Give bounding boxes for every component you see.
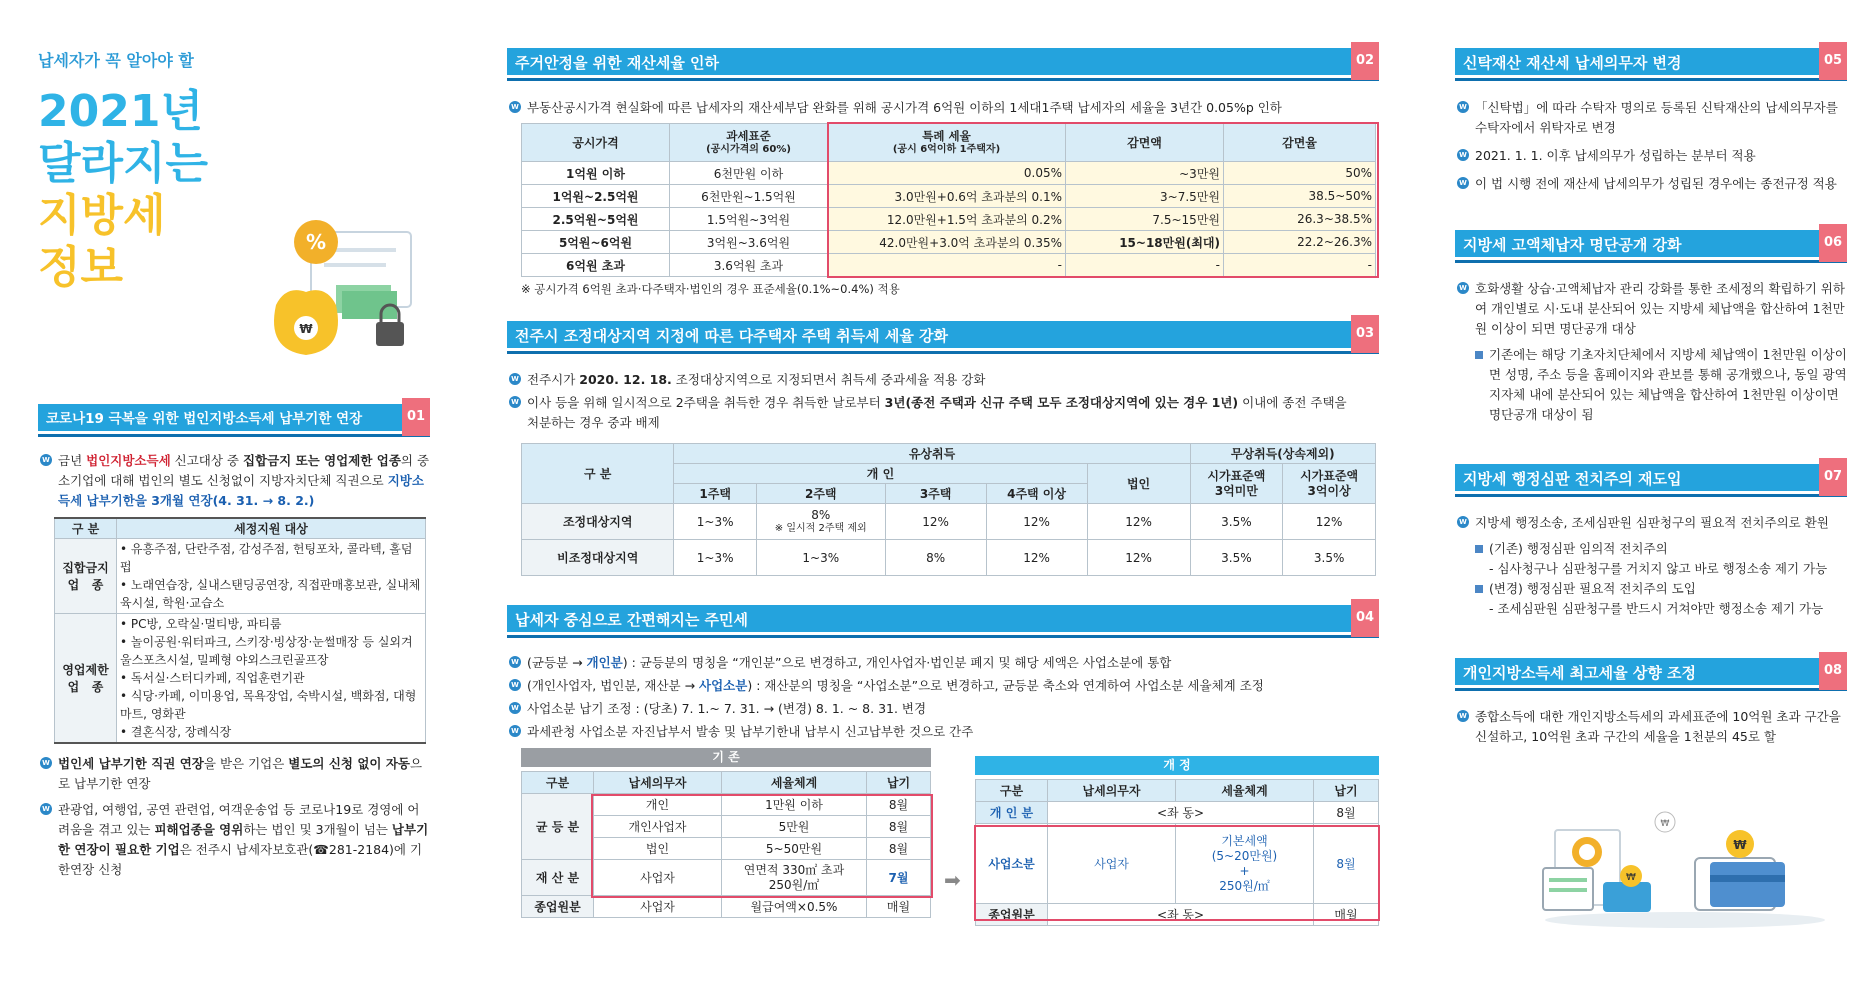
section-06-number: 06 <box>1819 224 1847 262</box>
svg-text:₩: ₩ <box>1660 819 1670 829</box>
s04-bullet-1: W (균등분 → 개인분) : 균등분의 명칭을 “개인분”으로 변경하고, 개인사업자·법인분 폐지 및 해당 세액은 사업소분에 통합 <box>507 653 1379 673</box>
s04-bullet-4: W 과세관청 사업소분 자진납부서 발송 및 납부기한내 납부시 신고납부한 것으로 간주 <box>507 722 1379 742</box>
section-06-body <box>1455 276 1847 425</box>
s03-bullet-2: W 이사 등을 위해 일시적으로 2주택을 취득한 경우 취득한 날로부터 3년(종전 주택과 신규 주택 모두 조정대상지역에 있는 경우 1년) 이내에 종전 주택을 처분하는 경우 중과 배제 <box>507 393 1357 433</box>
section-04-title: 납세자 중심으로 간편해지는 주민세 <box>515 611 749 629</box>
s04-new-table: 구분 납세의무자 세율체계 납기 개 인 분 <좌 동> 8월 사업소분 사업자 기본세액 (5~20만원) + 250원/㎡ 8월 종업원분 <좌 동> 매월 <box>975 779 1379 926</box>
svg-text:%: % <box>305 230 327 254</box>
title-line-2: 달라지는 <box>38 138 209 189</box>
s07-dash-1: - 심사청구나 심판청구를 거치지 않고 바로 행정소송 제기 가능 <box>1489 561 1828 576</box>
s01-bullet-1: W 금년 법인지방소득세 신고대상 중 집합금지 또는 영업제한 업종의 중소기업에 대해 법인의 별도 신청없이 지방자치단체 직권으로 지방소득세 납부기한을 3개월 연장(4. 31. → 8. 2.) <box>38 451 430 511</box>
s03-bullet-1: W 전주시가 2020. 12. 18. 조정대상지역으로 지정되면서 취득세 중과세율 적용 강화 <box>507 370 1379 390</box>
section-05-title: 신탁재산 재산세 납세의무자 변경 <box>1463 54 1682 72</box>
section-07-body <box>1455 510 1847 619</box>
s05-bullet-1: W 「신탁법」에 따라 수탁자 명의로 등록된 신탁재산의 납세의무자를 수탁자에서 위탁자로 변경 <box>1455 98 1847 138</box>
s04-new-caption: 개 정 <box>975 756 1379 775</box>
s01-r2-item: • 독서실·스터디카페, 직업훈련기관 <box>120 671 305 685</box>
s02-bullet-1: W 부동산공시가격 현실화에 따른 납세자의 재산세부담 완화를 위해 공시가격 6억원 이하의 1세대1주택 납세자의 세율을 3년간 0.05%p 인하 <box>507 98 1379 118</box>
section-03-number: 03 <box>1351 315 1379 353</box>
section-05-header <box>1455 48 1847 78</box>
s05-bullet-3: W 이 법 시행 전에 재산세 납세의무가 성립된 경우에는 종전규정 적용 <box>1455 174 1847 194</box>
section-07-number: 07 <box>1819 458 1847 496</box>
intro-title <box>38 86 208 294</box>
s04-old-table-wrap <box>521 748 931 918</box>
s02-note: ※ 공시가격 6억원 초과·다주택자·법인의 경우 표준세율(0.1%~0.4%) 적용 <box>521 282 900 296</box>
section-07-title: 지방세 행정심판 전치주의 재도입 <box>1463 470 1682 488</box>
s06-bullet-1: W 호화생활 상습·고액체납자 관리 강화를 통한 조세정의 확립하기 위하여 개인별로 시·도내 분산되어 있는 지방세 체납액을 합산하여 1천만원 이상이 되면 명단공개 대상 <box>1455 279 1847 339</box>
s01-bullet-3: W 관광업, 여행업, 공연 관련업, 여객운송업 등 코로나19로 경영에 어려움을 겪고 있는 피해업종을 영위하는 법인 및 3개월이 넘는 납부기한 연장이 필요한 기업은 전주시 납세자보호관(☎281-2184)에 기한연장 신청 <box>38 800 430 880</box>
section-08-body <box>1455 704 1847 747</box>
s08-bullet-1: W 종합소득에 대한 개인지방소득세의 과세표준에 10억원 초과 구간을 신설하고, 10억원 초과 구간의 세율을 1천분의 45로 할 <box>1455 707 1847 747</box>
title-line-1: 2021년 <box>38 86 203 137</box>
s06-sub-1: 기존에는 해당 기초자치단체에서 지방세 체납액이 1천만원 이상이면 성명, 주소 등을 홈페이지와 관보를 통해 공개했으나, 동일 광역지자체 내에 분산되어 있는 체납액을 합산하여 1천만원 이상이면 명단공개 대상이 됨 <box>1455 345 1847 425</box>
finance-illustration <box>1535 800 1835 930</box>
section-02-body <box>507 95 1379 298</box>
section-06-title: 지방세 고액체납자 명단공개 강화 <box>1463 236 1682 254</box>
s05-bullet-2: W 2021. 1. 1. 이후 납세의무가 성립하는 분부터 적용 <box>1455 146 1847 166</box>
s04-old-table: 구분 납세의무자 세율체계 납기 균 등 분 개인 1만원 이하 8월 개인사업자 5만원 8월 법인 5~50만원 8월 재 산 분 사업자 연면적 330㎡ 초과 250원/㎡ 7월 종업원분 사업자 월급여액×0.5% 매월 <box>521 771 931 918</box>
s01-bullet-2: W 법인세 납부기한 직권 연장을 받은 기업은 별도의 신청 없이 자동으로 납부기한 연장 <box>38 754 430 794</box>
s01-r2-item: • 식당·카페, 이미용업, 목욕장업, 숙박시설, 백화점, 대형마트, 영화관 <box>120 689 417 721</box>
title-line-3: 지방세 <box>38 190 166 241</box>
s03-table: 구 분 유상취득 무상취득(상속제외) 개 인 법인 시가표준액 3억미만 시가표준액 3억이상 1주택 2주택 3주택 4주택 이상 조정대상지역 1~3% 8% ※ 일시적 2주택 제외 12% 12% 12% 3.5% 12% 비조정대상지역 1~3% 1~3% 8% 12% 12% 3.5% 3.5% <box>521 443 1376 576</box>
s01-row1-label: 집합금지 업 종 <box>55 539 117 614</box>
s01-r2-item: • 놀이공원·워터파크, 스키장·빙상장·눈썰매장 등 실외겨울스포츠시설, 밀폐형 야외스크린골프장 <box>120 635 413 667</box>
s01-r1-item: • 노래연습장, 실내스탠딩공연장, 직접판매홍보관, 실내체육시설, 학원·교습소 <box>120 578 421 610</box>
s01-r1-item: • 유흥주점, 단란주점, 감성주점, 헌팅포차, 콜라텍, 홀덤펍 <box>120 542 413 574</box>
section-08-title: 개인지방소득세 최고세율 상향 조정 <box>1463 664 1697 682</box>
s07-bullet-1: W 지방세 행정소송, 조세심판원 심판청구의 필요적 전치주의로 환원 <box>1455 513 1847 533</box>
section-08-header <box>1455 658 1847 688</box>
s01-r2-item: • PC방, 오락실·멀티방, 파티룸 <box>120 617 282 631</box>
s02-table: 공시가격 과세표준 (공시가격의 60%) 특례 세율 (공시 6억이하 1주택자) 감면액 감면율 1억원 이하 6천만원 이하 0.05% ~3만원 50% 1억원~2.5억원 6천만원~1.5억원 3.0만원+0.6억 초과분의 0.1% 3~7.5만원 38.5~50% 2.5억원~5억원 1.5억원~3억원 12.0만원+1.5억 초과분의 0.2% 7.5~15만원 26.3~38.5% 5억원~6억원 3억원~3.6억원 42.0만원+3.0억 초과분의 0.35% 15~18만원(최대) 22.2~26.3% 6억원 초과 3.6억원 초과 - - - <box>521 123 1376 277</box>
s04-bullet-3: W 사업소분 납기 조정 : (당초) 7. 1.~ 7. 31. → (변경) 8. 1. ~ 8. 31. 변경 <box>507 699 1379 719</box>
section-02-title: 주거안정을 위한 재산세율 인하 <box>515 54 720 72</box>
s07-dash-2: - 조세심판원 심판청구를 반드시 거쳐야만 행정소송 제기 가능 <box>1489 601 1824 616</box>
section-08-number: 08 <box>1819 652 1847 690</box>
title-line-4: 정보 <box>38 242 124 293</box>
s04-new-table-wrap <box>975 756 1379 926</box>
section-02-number: 02 <box>1351 42 1379 80</box>
money-illustration <box>266 210 426 360</box>
section-03-title: 전주시 조정대상지역 지정에 따른 다주택자 주택 취득세 세율 강화 <box>515 327 949 345</box>
s04-old-caption: 기 존 <box>521 748 931 767</box>
section-01-header <box>38 404 430 434</box>
section-03-body <box>507 367 1379 576</box>
section-04-header <box>507 605 1379 635</box>
s02-cell: 1억원 이하 <box>522 162 670 185</box>
section-01-title: 코로나19 극복을 위한 법인지방소득세 납부기한 연장 <box>46 411 363 427</box>
section-05-body <box>1455 95 1847 194</box>
arrow-icon: ➡ <box>944 868 961 892</box>
section-05-number: 05 <box>1819 42 1847 80</box>
section-01-body <box>38 448 430 880</box>
section-02-header <box>507 48 1379 78</box>
s07-sub-2: (변경) 행정심판 필요적 전치주의 도입 <box>1455 579 1847 599</box>
section-04-body <box>507 650 1379 922</box>
s01-th-1: 구 분 <box>55 518 117 539</box>
svg-text:₩: ₩ <box>1626 872 1636 883</box>
s01-table <box>54 517 426 744</box>
s07-sub-1: (기존) 행정심판 임의적 전치주의 <box>1455 539 1847 559</box>
section-01-number: 01 <box>402 398 430 436</box>
intro-top <box>38 48 194 71</box>
svg-text:₩: ₩ <box>299 322 313 336</box>
s01-r2-item: • 결혼식장, 장례식장 <box>120 725 232 739</box>
intro-top-text: 납세자가 꼭 알아야 할 <box>38 51 194 70</box>
section-07-header <box>1455 464 1847 494</box>
s04-bullet-2: W (개인사업자, 법인분, 재산분 → 사업소분) : 재산분의 명칭을 “사업소분”으로 변경하고, 균등분 축소와 연계하여 사업소분 세율체계 조정 <box>507 676 1379 696</box>
section-06-header <box>1455 230 1847 260</box>
section-03-header <box>507 321 1379 351</box>
s01-row2-label: 영업제한 업 종 <box>55 614 117 744</box>
svg-text:₩: ₩ <box>1733 838 1747 852</box>
section-04-number: 04 <box>1351 599 1379 637</box>
s01-th-2: 세정지원 대상 <box>117 518 426 539</box>
